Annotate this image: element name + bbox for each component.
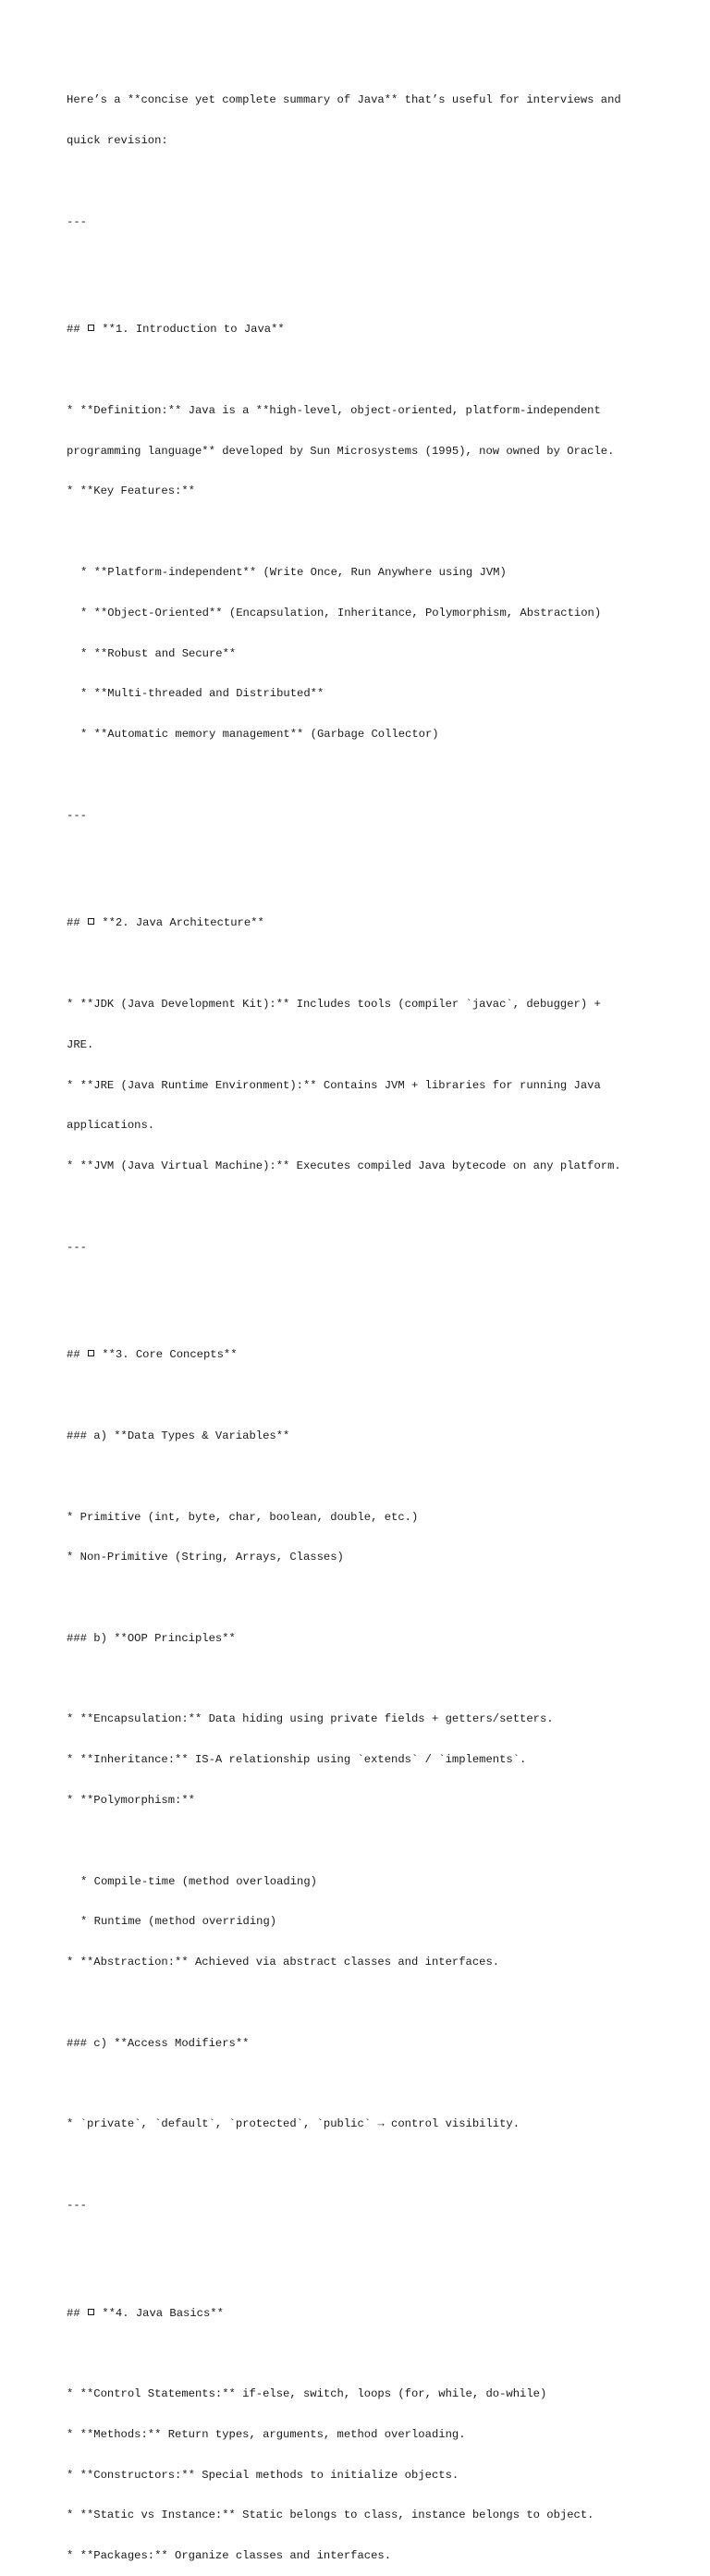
list-item: * **Key Features:** [67, 485, 195, 498]
section-heading: ## **2. Java Architecture** [67, 916, 264, 930]
list-item: * Non-Primitive (String, Arrays, Classes) [67, 1551, 344, 1564]
subsection-heading: ### b) **OOP Principles** [67, 1631, 236, 1645]
horizontal-rule: --- [67, 808, 87, 822]
list-item-continuation: programming language** developed by Sun Microsystems (1995), now owned by Oracle. [67, 444, 615, 458]
emoji-placeholder-icon [88, 918, 94, 925]
list-item: * **Methods:** Return types, arguments, method overloading. [67, 2427, 466, 2441]
list-item: * **Static vs Instance:** Static belongs to class, instance belongs to object. [67, 2509, 594, 2522]
sub-list-item: * **Platform-independent** (Write Once, Run Anywhere using JVM) [80, 565, 507, 579]
list-item: * **Definition:** Java is a **high-level, object-oriented, platform-independent [67, 403, 601, 417]
horizontal-rule: --- [67, 215, 87, 228]
emoji-placeholder-icon [88, 2309, 94, 2315]
list-item: * **JRE (Java Runtime Environment):** Contains JVM + libraries for running Java [67, 1078, 601, 1092]
section-heading: ## **3. Core Concepts** [67, 1348, 238, 1362]
list-item: * **JVM (Java Virtual Machine):** Executes compiled Java bytecode on any platform. [67, 1159, 621, 1173]
sub-list-item: * Compile-time (method overloading) [80, 1874, 317, 1888]
list-item: * **Packages:** Organize classes and interfaces. [67, 2549, 392, 2563]
list-item: * **Polymorphism:** [67, 1794, 195, 1807]
sub-list-item: * **Object-Oriented** (Encapsulation, Inheritance, Polymorphism, Abstraction) [80, 606, 602, 619]
horizontal-rule: --- [67, 1240, 87, 1254]
list-item: * **Abstraction:** Achieved via abstract classes and interfaces. [67, 1956, 500, 1969]
emoji-placeholder-icon [88, 325, 94, 331]
list-item: * **Constructors:** Special methods to initialize objects. [67, 2468, 459, 2482]
subsection-heading: ### c) **Access Modifiers** [67, 2036, 250, 2050]
horizontal-rule: --- [67, 2198, 87, 2212]
sub-list-item: * **Multi-threaded and Distributed** [80, 687, 324, 701]
list-item: * **JDK (Java Development Kit):** Includes tools (compiler `javac`, debugger) + [67, 997, 601, 1011]
sub-list-item: * **Robust and Secure** [80, 646, 237, 660]
intro-line: quick revision: [67, 133, 168, 147]
section-heading: ## **1. Introduction to Java** [67, 323, 285, 337]
document-body [67, 67, 658, 2576]
list-item: * **Control Statements:** if-else, switch, loops (for, while, do-while) [67, 2387, 547, 2401]
list-item: * Primitive (int, byte, char, boolean, double, etc.) [67, 1510, 419, 1524]
list-item-continuation: applications. [67, 1119, 155, 1133]
sub-list-item: * **Automatic memory management** (Garbage Collector) [80, 728, 439, 742]
list-item-continuation: JRE. [67, 1037, 94, 1051]
sub-list-item: * Runtime (method overriding) [80, 1915, 277, 1929]
intro-line: Here’s a **concise yet complete summary of Java** that’s useful for interviews and [67, 93, 621, 107]
list-item: * `private`, `default`, `protected`, `public` → control visibility. [67, 2117, 520, 2131]
list-item: * **Encapsulation:** Data hiding using private fields + getters/setters. [67, 1712, 554, 1726]
section-heading: ## **4. Java Basics** [67, 2306, 224, 2320]
emoji-placeholder-icon [88, 1350, 94, 1356]
subsection-heading: ### a) **Data Types & Variables** [67, 1429, 290, 1442]
list-item: * **Inheritance:** IS-A relationship using `extends` / `implements`. [67, 1753, 527, 1767]
